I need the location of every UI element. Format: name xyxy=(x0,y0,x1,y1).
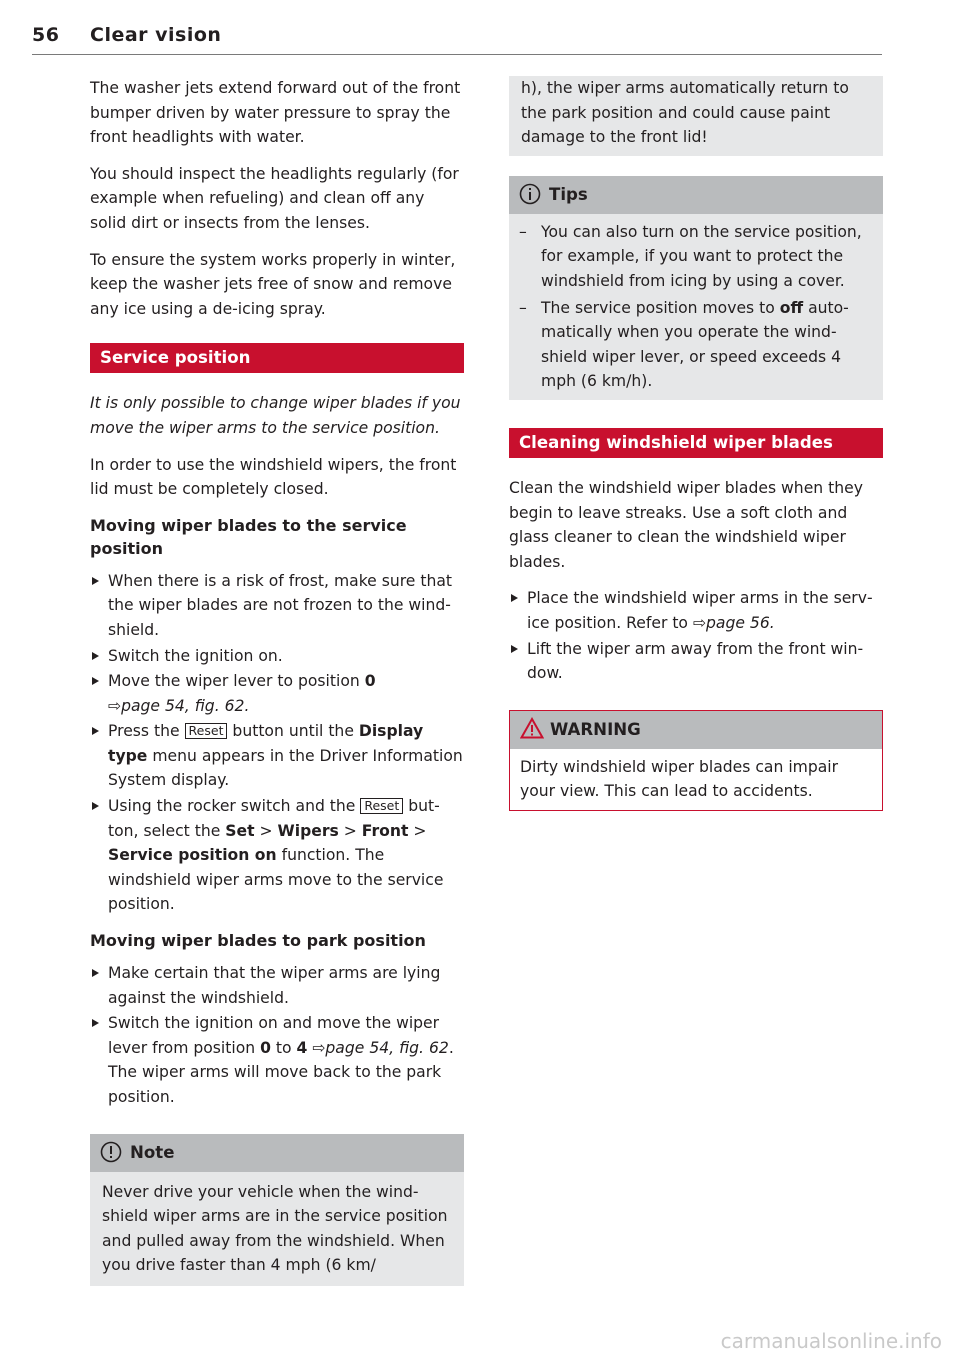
warning-triangle-icon xyxy=(520,715,544,753)
section-title: Clear vision xyxy=(90,24,222,46)
subheading-park-position: Moving wiper blades to park position xyxy=(90,931,426,951)
warning-header xyxy=(510,711,882,749)
note-body xyxy=(90,1172,464,1286)
paragraph: To ensure the system works properly in winter, keep the washer jets free of snow and remove any ice using a de-icing spray. xyxy=(90,250,456,318)
section-banner-cleaning: Cleaning windshield wiper blades xyxy=(509,428,883,458)
watermark: carmanualsonline.info xyxy=(720,1329,942,1353)
page-reference[interactable]: ⇨page 54, fig. 62. xyxy=(108,696,250,715)
step-item: Press the Reset button until the Display type menu appears in the Driver Information System display. xyxy=(90,719,464,793)
note-title: Note xyxy=(130,1142,175,1162)
step-item: When there is a risk of frost, make sure that the wiper blades are not frozen to the windshield. xyxy=(90,569,464,643)
note-continuation xyxy=(509,76,883,156)
reset-button-label: Reset xyxy=(360,798,403,814)
right-column xyxy=(509,78,883,811)
step-item: Switch the ignition on. xyxy=(90,644,464,669)
tips-title: Tips xyxy=(549,184,588,204)
step-list xyxy=(90,961,464,1110)
step-item: Switch the ignition on and move the wiper lever from position 0 to 4 ⇨page 54, fig. 62. The wiper arms will move back to the park position. xyxy=(90,1011,464,1109)
step-item: Move the wiper lever to position 0 ⇨page 54, fig. 62. xyxy=(90,669,464,718)
subheading-service-position: Moving wiper blades to the service position xyxy=(90,515,407,558)
note-header xyxy=(90,1134,464,1172)
reset-button-label: Reset xyxy=(185,723,228,739)
page-header xyxy=(32,24,882,55)
step-list xyxy=(90,569,464,917)
paragraph: In order to use the windshield wipers, the front lid must be completely closed. xyxy=(90,455,457,499)
warning-title: WARNING xyxy=(550,719,641,739)
step-item: Make certain that the wiper arms are lying against the windshield. xyxy=(90,961,464,1010)
note-text: h), the wiper arms automatically return to the park position and could cause paint damage to the front lid! xyxy=(521,79,849,147)
page-number: 56 xyxy=(32,24,60,46)
note-box xyxy=(90,1134,464,1286)
paragraph: Clean the windshield wiper blades when they begin to leave streaks. Use a soft cloth and glass cleaner to clean the windshield wiper blades. xyxy=(509,478,863,571)
paragraph: You should inspect the headlights regularly (for example when refueling) and clean off any solid dirt or insects from the lenses. xyxy=(90,164,459,232)
intro-text: It is only possible to change wiper blades if you move the wiper arms to the service position. xyxy=(90,394,461,437)
note-text: Never drive your vehicle when the windshield wiper arms are in the service position and pulled away from the windshield. When you drive faster than 4 mph (6 km/ xyxy=(102,1182,448,1275)
tip-item: – The service position moves to off automatically when you operate the windshield wiper lever, or speed exceeds 4 mph (6 km/h). xyxy=(519,298,849,391)
page-reference[interactable]: ⇨page 56. xyxy=(692,613,775,632)
paragraph: The washer jets extend forward out of the front bumper driven by water pressure to spray the front headlights with water. xyxy=(90,79,461,147)
tips-body xyxy=(509,214,883,400)
step-item: Place the windshield wiper arms in the service position. Refer to ⇨page 56. xyxy=(509,586,883,635)
warning-text: Dirty windshield wiper blades can impair your view. This can lead to accidents. xyxy=(520,757,839,801)
tips-header xyxy=(509,176,883,214)
info-circle-icon xyxy=(519,181,541,219)
step-list xyxy=(509,586,883,685)
warning-box xyxy=(509,710,883,811)
tips-box xyxy=(509,176,883,400)
exclamation-circle-icon xyxy=(100,1139,122,1177)
warning-body xyxy=(510,749,882,810)
section-banner-service-position: Service position xyxy=(90,343,464,373)
step-item: Lift the wiper arm away from the front window. xyxy=(509,637,883,686)
step-item: Using the rocker switch and the Reset button, select the Set > Wipers > Front > Service position on function. The windshield wiper arms move to the service position. xyxy=(90,794,464,917)
left-column xyxy=(90,76,464,1286)
page-reference[interactable]: ⇨page 54, fig. 62 xyxy=(307,1038,449,1057)
tip-item: – You can also turn on the service position, for example, if you want to protect the windshield from icing by using a cover. xyxy=(519,222,862,290)
